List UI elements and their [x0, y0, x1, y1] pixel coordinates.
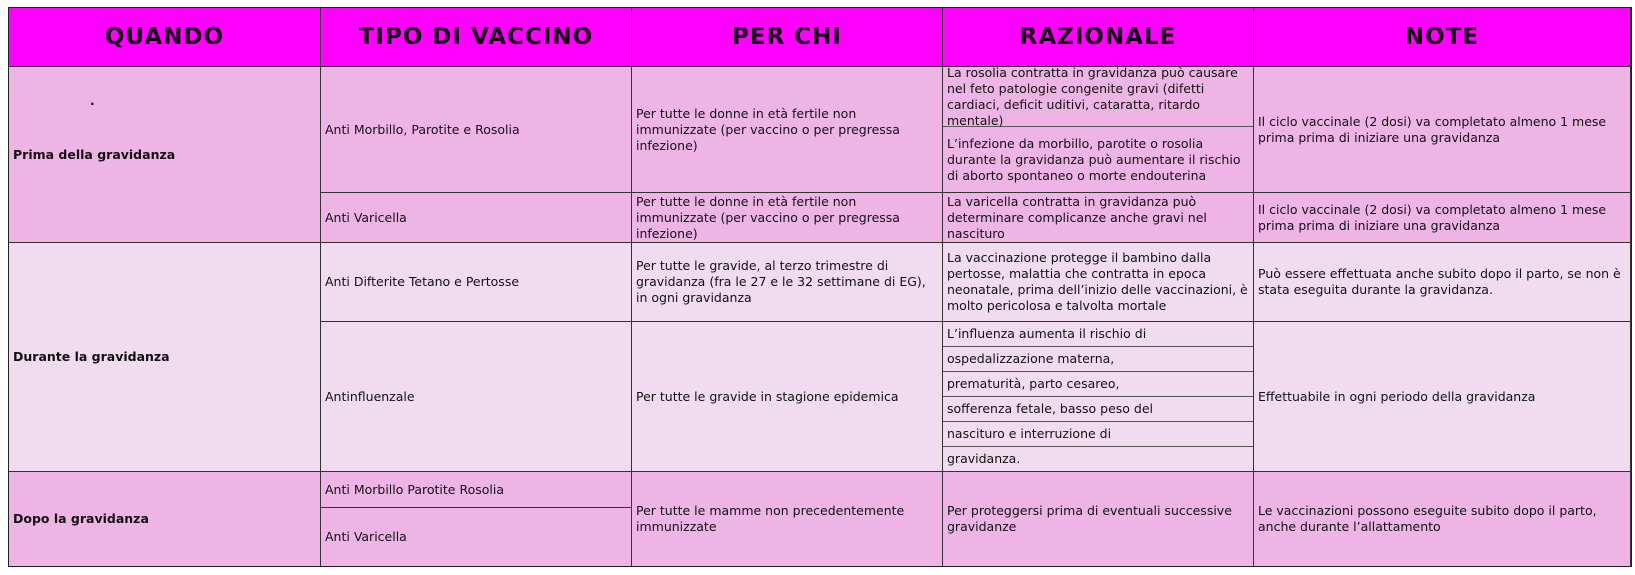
razionale-varicella: La varicella contratta in gravidanza può determinare complicanze anche gravi nel nascituro — [943, 193, 1254, 243]
per-chi-mpr: Per tutte le donne in età fertile non immunizzate (per vaccino o per pregressa infezione) — [632, 67, 943, 193]
razionale-influenza — [943, 322, 1254, 472]
razionale-influenza-line-1: L’influenza aumenta il rischio di — [943, 322, 1253, 347]
note-mpr: Il ciclo vaccinale (2 dosi) va completato almeno 1 mese prima prima di iniziare una gravidanza — [1254, 67, 1631, 193]
header-per-chi: PER CHI — [632, 8, 943, 67]
razionale-mpr-2: L’infezione da morbillo, parotite o rosolia durante la gravidanza può aumentare il rischio di aborto spontaneo o morte endouterina — [947, 135, 1241, 183]
header-note: NOTE — [1254, 8, 1631, 67]
tipo-mpr: Anti Morbillo, Parotite e Rosolia — [321, 67, 632, 193]
stray-dot: . — [90, 94, 95, 108]
tipo-influenza: Antinfluenzale — [321, 322, 632, 472]
note-varicella: Il ciclo vaccinale (2 dosi) va completato almeno 1 mese prima prima di iniziare una gravidanza — [1254, 193, 1631, 243]
razionale-influenza-line-2: ospedalizzazione materna, — [943, 347, 1253, 372]
razionale-mpr — [943, 67, 1254, 193]
razionale-influenza-line-3: prematurità, parto cesareo, — [943, 372, 1253, 397]
tipo-dopo-mpr: Anti Morbillo Parotite Rosolia — [321, 472, 632, 508]
quando-dopo: Dopo la gravidanza — [9, 472, 321, 566]
note-dopo: Le vaccinazioni possono eseguite subito dopo il parto, anche durante l’allattamento — [1254, 472, 1631, 566]
header-quando: QUANDO — [9, 8, 321, 67]
razionale-mpr-1: La rosolia contratta in gravidanza può causare nel feto patologie congenite gravi (difetti cardiaci, deficit uditivi, cataratta, ritardo mentale) — [943, 67, 1253, 127]
note-influenza: Effettuabile in ogni periodo della gravidanza — [1254, 322, 1631, 472]
header-tipo-di-vaccino: TIPO DI VACCINO — [321, 8, 632, 67]
tipo-varicella: Anti Varicella — [321, 193, 632, 243]
note-dtp: Può essere effettuata anche subito dopo il parto, se non è stata eseguita durante la gravidanza. — [1254, 243, 1631, 322]
razionale-influenza-line-4: sofferenza fetale, basso peso del — [943, 397, 1253, 422]
tipo-dopo-varicella: Anti Varicella — [321, 508, 632, 566]
tipo-dtp: Anti Difterite Tetano e Pertosse — [321, 243, 632, 322]
razionale-influenza-line-5: nascituro e interruzione di — [943, 422, 1253, 447]
per-chi-varicella: Per tutte le donne in età fertile non immunizzate (per vaccino o per pregressa infezione) — [632, 193, 943, 243]
header-razionale: RAZIONALE — [943, 8, 1254, 67]
quando-prima-label: Prima della gravidanza — [13, 146, 176, 162]
vaccine-table — [8, 7, 1632, 567]
razionale-influenza-line-6: gravidanza. — [947, 451, 1021, 466]
quando-prima — [9, 67, 321, 243]
razionale-dtp: La vaccinazione protegge il bambino dalla pertosse, malattia che contratta in epoca neonatale, prima dell’inizio delle vaccinazioni, è molto pericolosa e talvolta mortale — [943, 243, 1254, 322]
quando-durante: Durante la gravidanza — [9, 243, 321, 472]
per-chi-dtp: Per tutte le gravide, al terzo trimestre di gravidanza (fra le 27 e le 32 settimane di EG), in ogni gravidanza — [632, 243, 943, 322]
razionale-dopo: Per proteggersi prima di eventuali successive gravidanze — [943, 472, 1254, 566]
per-chi-influenza: Per tutte le gravide in stagione epidemica — [632, 322, 943, 472]
per-chi-dopo: Per tutte le mamme non precedentemente immunizzate — [632, 472, 943, 566]
